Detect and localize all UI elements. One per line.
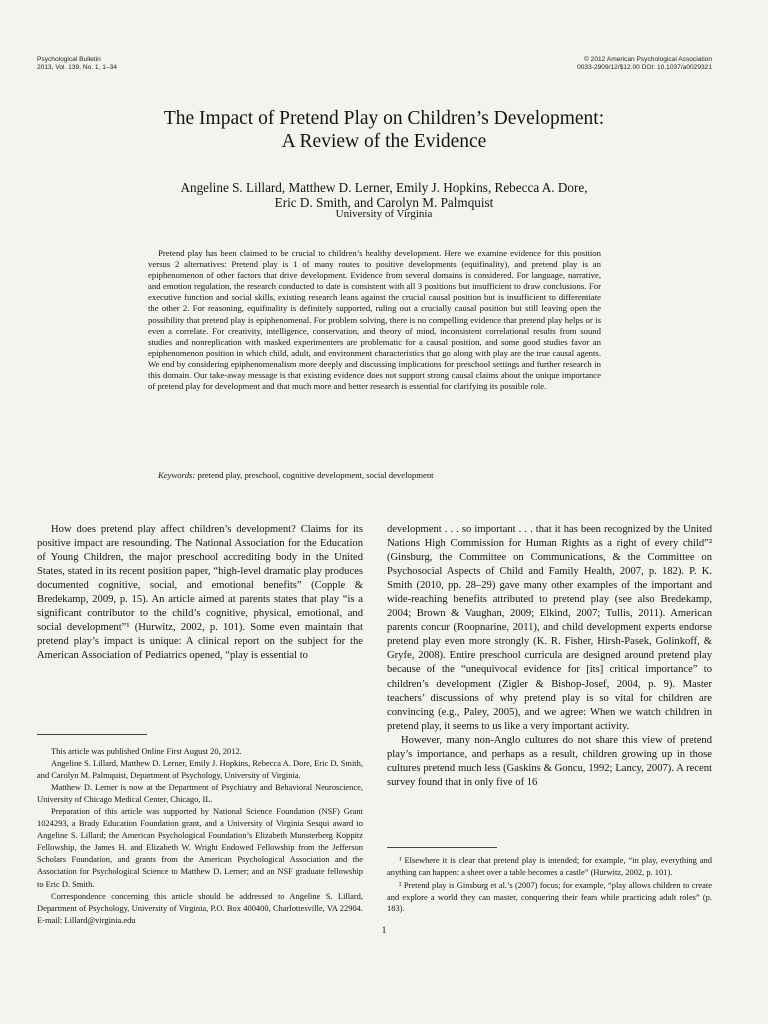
footnote-divider [387, 847, 497, 848]
body-column-left [37, 523, 363, 663]
journal-volume: 2013, Vol. 139, No. 1, 1–34 [37, 64, 117, 71]
authors-line-1: Angeline S. Lillard, Matthew D. Lerner, Emily J. Hopkins, Rebecca A. Dore, [180, 180, 588, 195]
author-note: Preparation of this article was supported by National Science Foundation (NSF) Grant 1024293, a Brady Education Foundation grant, and a University of Virginia Sesqui award to Angeline S. Lillard; the American Psychological Foundation’s Elizabeth Munsterberg Koppitz Fellowship, the James H. and Elizabeth W. Wright Endowed Fellowship from the Jefferson Scholars Foundation, and grants from the American Psychological Association and the Association for Psychological Science to Matthew D. Lerner; and an NSF graduate fellowship to Eric D. Smith. [37, 806, 363, 889]
author-note: This article was published Online First August 20, 2012. [51, 746, 242, 756]
doi-line: 0033-2909/12/$12.00 DOI: 10.1037/a0029321 [577, 64, 712, 71]
footnote: ² Pretend play is Ginsburg et al.’s (2007) focus; for example, “play allows children to create and explore a world they can master, conquering their fears while practicing adult roles” (p. 183). [387, 880, 712, 914]
keywords-text: pretend play, preschool, cognitive development, social development [197, 470, 434, 480]
footnote-divider [37, 734, 147, 735]
body-column-right [387, 523, 712, 790]
affiliation: University of Virginia [335, 208, 433, 220]
author-notes [37, 745, 363, 926]
article-title [0, 107, 768, 153]
copyright-line: © 2012 American Psychological Association [583, 56, 712, 63]
author-note: Matthew D. Lerner is now at the Department of Psychiatry and Behavioral Neuroscience, University of Chicago Medical Center, Chicago, IL. [37, 782, 363, 805]
author-note: Angeline S. Lillard, Matthew D. Lerner, Emily J. Hopkins, Rebecca A. Dore, Eric D. Smith, and Carolyn M. Palmquist, Department of Psychology, University of Virginia. [37, 758, 363, 781]
abstract [148, 248, 601, 392]
abstract-text: Pretend play has been claimed to be crucial to children’s healthy development. Here we examine evidence for this position versus 2 alternatives: Pretend play is 1 of many routes to positive developments (equifinality), and pretend play is an epiphenomenon of other factors that drive development. Evidence from several domains is considered. For language, narrative, and emotion regulation, the research conducted to date is consistent with all 3 positions but insufficient to draw conclusions. For executive function and social skills, existing research leans against the crucial causal position but is insufficient to differentiate the other 2. For reasoning, equifinality is definitely supported, ruling out a crucially causal position but still leaving open the possibility that pretend play is epiphenomenal. For problem solving, there is no compelling evidence that pretend play helps or is even a correlate. For creativity, intelligence, conservation, and theory of mind, inconsistent correlational results from sound studies and nonreplication with masked experimenters are problematic for a causal position, and some good studies favor an epiphenomenon position in which child, adult, and environment characteristics that go along with play are the true causal agents. We end by considering epiphenomenalism more deeply and discussing implications for preschool settings and further research in this domain. Our take-away message is that existing evidence does not support strong causal claims about the unique importance of pretend play for development and that much more and better research is essential for clarifying its possible role. [148, 248, 601, 392]
keywords-label: Keywords: [158, 470, 196, 480]
journal-name: Psychological Bulletin [37, 56, 101, 63]
footnotes [387, 855, 712, 917]
body-paragraph: How does pretend play affect children’s development? Claims for its positive impact are resounding. The National Association for the Education of Young Children, the major preschool accrediting body in the United States, stated in its recent position paper, “high-level dramatic play produces documented cognitive, social, and emotional benefits” (Copple & Bredekamp, 2009, p. 15). An article aimed at parents states that play “is a significant contributor to the child’s cognitive, physical, emotional, and social development”¹ (Hurwitz, 2002, p. 101). Some even maintain that pretend play’s impact is unique: A clinical report on the subject for the American Association of Pediatrics opened, “play is essential to [37, 524, 363, 662]
body-paragraph: development . . . so important . . . that it has been recognized by the United Nations High Commission for Human Rights as a right of every child”² (Ginsburg, the Committee on Communications, & the Committee on Psychosocial Aspects of Child and Family Health, 2007, p. 182). P. K. Smith (2010, pp. 28–29) gave many other examples of the important and wide-reaching benefits attributed to pretend play (see also Bredekamp, 2004; Brown & Vaughan, 2009; Elkind, 2007; Tullis, 2011). American parents concur (Roopnarine, 2011), and child development experts endorse pretend play even more strongly (K. R. Fisher, Hirsh-Pasek, Golinkoff, & Gryfe, 2008). Entire preschool curricula are designed around pretend play because of the “unequivocal evidence for [its] critical importance” to children’s development (Zigler & Bishop-Josef, 2004, p. 9). Master teachers’ discussions of why pretend play is so vital for children are convincing (e.g., Paley, 2005), and we agree: When we watch children in pretend play, it seems to us like a very important activity. [387, 524, 712, 732]
authors-line-2: Eric D. Smith, and Carolyn M. Palmquist [274, 194, 494, 210]
body-paragraph: However, many non-Anglo cultures do not share this view of pretend play’s importance, and perhaps as a result, children growing up in those cultures pretend much less (Gaskins & Goncu, 1992; Lancy, 2007). A recent survey found that in only five of 16 [387, 734, 712, 788]
title-line-2: A Review of the Evidence [281, 131, 487, 152]
footnote: ¹ Elsewhere it is clear that pretend play is intended; for example, “in play, everything and anything can happen: a sheet over a table becomes a castle” (Hurwitz, 2002, p. 101). [387, 855, 712, 877]
author-note: Correspondence concerning this article should be addressed to Angeline S. Lillard, Department of Psychology, University of Virginia, P.O. Box 400400, Charlottesville, VA 22904. E-mail: Lillard@virginia.edu [37, 890, 363, 925]
author-list [0, 181, 768, 210]
journal-header [37, 56, 117, 72]
title-line-1: The Impact of Pretend Play on Children’s Development: [163, 108, 605, 129]
copyright-header [577, 56, 712, 72]
keywords [148, 470, 601, 481]
page-number: 1 [381, 926, 387, 936]
